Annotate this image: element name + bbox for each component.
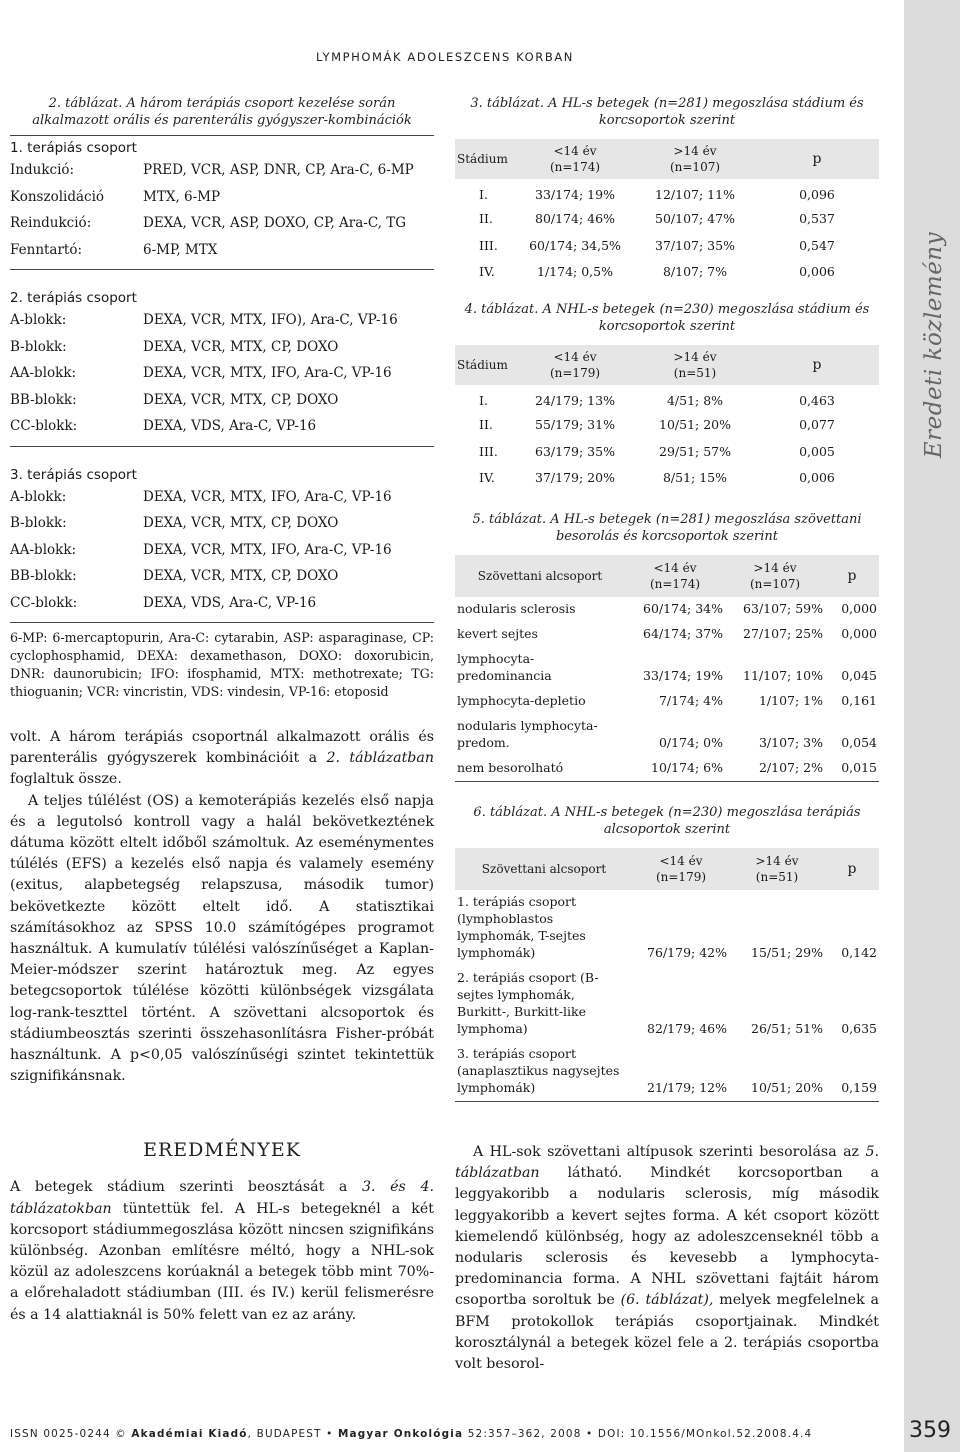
table-row [455, 465, 879, 492]
right-body-text [455, 1142, 879, 1375]
row-label: B-blokk: [10, 338, 67, 355]
table-cell: 15/51; 29% [751, 945, 823, 960]
table-row [455, 206, 879, 233]
table-row [10, 590, 434, 617]
table-cell: 50/107; 47% [655, 211, 735, 227]
table-cell: 29/51; 57% [659, 443, 731, 459]
row-label: Indukció: [10, 162, 75, 179]
table-cell: 0,005 [799, 443, 835, 459]
row-value: DEXA, VDS, Ara-C, VP-16 [143, 418, 317, 435]
table-cell: II. [479, 417, 493, 433]
row-label: CC-blokk: [10, 418, 78, 435]
paragraph: A HL-sok szövettani altípusok szerinti besorolása az 5. táblázatban látható. Mindkét korcsoportban a leggyakoribb a nodularis sclerosis, míg második leggyakoribb a kevert sejtes forma. A két csoport között kiemelendő különbség, hogy az adoleszcenseknél több a nodularis sclerosis és kevesebb a lymphocyta-predominancia forma. A NHL szövettani fajtáit három csoportba soroltuk be (6. táblázat), melyek megfelelnek a BFM protokollok terápiás csoportjainak. Mindkét korosztálynál a betegek közel fele a 2. terápiás csoportba volt besorol- [455, 1144, 879, 1373]
table-row [10, 360, 434, 387]
table-cell: 10/174; 6% [625, 756, 725, 782]
left-body-text [10, 727, 434, 1087]
table-cell: 1/107; 1% [758, 693, 823, 708]
table-row [10, 413, 434, 440]
table-cell: 0,045 [841, 668, 877, 683]
table-cell: 1. terápiás csoport (lymphoblastos lymphomák, T-sejtes lymphomák) [457, 894, 586, 960]
table-row [10, 537, 434, 564]
table-row [10, 334, 434, 361]
row-label: B-blokk: [10, 515, 67, 532]
table-cell: 64/174; 37% [643, 626, 723, 641]
table-cell: 0,000 [841, 626, 877, 641]
header-cell: >14 év (n=107) [669, 144, 721, 174]
row-label: AA-blokk: [10, 365, 77, 382]
table-cell: 8/51; 15% [662, 470, 728, 486]
header-cell: >14 év (n=51) [673, 350, 717, 380]
page-number: 359 [909, 1418, 951, 1443]
row-label: Konszolidáció [10, 188, 105, 205]
row-value: DEXA, VCR, MTX, CP, DOXO [143, 391, 339, 408]
row-label: BB-blokk: [10, 391, 77, 408]
table-row [455, 438, 879, 465]
table-row [10, 210, 434, 237]
group-title: 2. terápiás csoport [10, 290, 137, 306]
table-cell: nodularis sclerosis [457, 601, 576, 616]
running-head: LYMPHOMÁK ADOLESZCENS KORBAN [315, 50, 575, 64]
header-cell: <14 év (n=179) [655, 854, 707, 884]
table-cell: III. [479, 443, 498, 459]
footer: ISSN 0025-0244 © Akadémiai Kiadó, BUDAPEST • Magyar Onkológia 52:357–362, 2008 • DOI: 10.1556/MOnkol.52.2008.4.4 [10, 1428, 813, 1440]
table-cell: 0,077 [799, 417, 835, 433]
table-row [455, 385, 879, 412]
right-column [455, 95, 879, 1375]
row-label: AA-blokk: [10, 541, 77, 558]
table-row [455, 966, 879, 1042]
table-cell: 11/107; 10% [743, 668, 823, 683]
table-cell: 27/107; 25% [743, 626, 823, 641]
table-cell: 0,000 [841, 601, 877, 616]
table-cell: 10/51; 20% [659, 417, 731, 433]
table-cell: 82/179; 46% [647, 1021, 727, 1036]
row-value: DEXA, VCR, MTX, CP, DOXO [143, 568, 339, 585]
table2-caption: 2. táblázat. A három terápiás csoport kezelése során alkalmazott orális és parenterális gyógyszer-kombinációk [32, 96, 412, 128]
table-cell: 3. terápiás csoport (anaplasztikus nagysejtes lymphomák) [455, 1042, 633, 1102]
table-row [455, 647, 879, 689]
table-cell: 0,635 [841, 1021, 877, 1036]
table-row [10, 237, 434, 264]
table-cell: 0,161 [841, 693, 877, 708]
row-value: DEXA, VCR, ASP, DOXO, CP, Ara-C, TG [143, 215, 407, 232]
header-cell: <14 év (n=174) [649, 561, 701, 591]
header-cell: Szövettani alcsoport [481, 862, 607, 876]
table-cell: I. [479, 186, 488, 202]
table-cell: 1/174; 0,5% [537, 264, 613, 280]
row-value: DEXA, VCR, MTX, CP, DOXO [143, 515, 339, 532]
row-value: DEXA, VCR, MTX, IFO, Ara-C, VP-16 [143, 488, 392, 505]
header-cell: Stádium [457, 358, 508, 372]
table-row [10, 563, 434, 590]
table-cell: 60/174; 34% [643, 601, 723, 616]
table-cell: 0,463 [799, 392, 835, 408]
row-value: PRED, VCR, ASP, DNR, CP, Ara-C, 6-MP [143, 162, 414, 179]
table-row [455, 597, 879, 622]
table-cell: 0,054 [841, 735, 877, 750]
table-cell: nem besorolható [455, 756, 625, 782]
table-row [455, 232, 879, 259]
row-label: Reindukció: [10, 215, 92, 232]
sidebar-label: Eredeti közlemény [921, 231, 947, 459]
header-cell: <14 év (n=179) [549, 350, 601, 380]
table5 [455, 555, 879, 782]
table-cell: 7/174; 4% [658, 693, 723, 708]
table3 [455, 139, 879, 285]
table6 [455, 848, 879, 1102]
row-label: A-blokk: [10, 488, 67, 505]
group-title: 1. terápiás csoport [10, 140, 137, 156]
sidebar-band [904, 0, 960, 1452]
table-cell: 37/179; 20% [535, 470, 615, 486]
table-cell: IV. [479, 470, 495, 486]
table-cell: 12/107; 11% [655, 186, 735, 202]
group-title: 3. terápiás csoport [10, 466, 137, 483]
row-label: A-blokk: [10, 312, 67, 329]
table-cell: 0,015 [825, 756, 879, 782]
table-row [455, 756, 879, 782]
table-cell: 3/107; 3% [758, 735, 823, 750]
table-cell: 24/179; 13% [535, 392, 615, 408]
table-cell: 33/174; 19% [535, 186, 615, 202]
table-cell: I. [479, 392, 488, 408]
row-value: 6-MP, MTX [143, 241, 218, 258]
row-value: DEXA, VDS, Ara-C, VP-16 [143, 594, 317, 611]
table-cell: 76/179; 42% [647, 945, 727, 960]
table-cell: 63/179; 35% [535, 443, 615, 459]
table-cell: 26/51; 51% [751, 1021, 823, 1036]
header-cell: p [847, 568, 857, 584]
paragraph: volt. A három terápiás csoportnál alkalmazott orális és parenterális gyógyszerek kombinációit a 2. táblázatban foglaltuk össze. [10, 729, 434, 788]
table-row [455, 179, 879, 206]
header-cell: Szövettani alcsoport [477, 569, 603, 583]
row-value: DEXA, VCR, MTX, IFO, Ara-C, VP-16 [143, 541, 392, 558]
table-cell: 37/107; 35% [655, 237, 735, 253]
table-cell: 80/174; 46% [535, 211, 615, 227]
table-cell: 0/174; 0% [658, 735, 723, 750]
table-cell: 33/174; 19% [643, 668, 723, 683]
header-cell: p [847, 861, 857, 877]
row-label: Fenntartó: [10, 241, 83, 258]
table-cell: 4/51; 8% [666, 392, 724, 408]
table-cell: 2/107; 2% [725, 756, 825, 782]
table-cell: 0,142 [841, 945, 877, 960]
table-cell: 0,537 [799, 211, 835, 227]
table-row [10, 157, 434, 184]
table-row [455, 714, 879, 756]
table-cell: IV. [479, 264, 495, 280]
header-cell: Stádium [457, 152, 508, 166]
header-cell: <14 év (n=174) [549, 144, 601, 174]
table-cell: lymphocyta-predominancia [457, 651, 552, 683]
table-cell: 8/107; 7% [662, 264, 728, 280]
table-cell: 2. terápiás csoport (B-sejtes lymphomák, Burkitt-, Burkitt-like lymphoma) [457, 970, 599, 1036]
table-separator [10, 446, 434, 447]
table-cell: III. [479, 237, 498, 253]
table-cell: nodularis lymphocyta-predom. [457, 718, 598, 750]
paragraph: A teljes túlélést (OS) a kemoterápiás kezelés első napja és a legutolsó kontroll vagy a halál bekövetkeztének dátuma között eltelt időből számoltuk. Az eseménymentes túlélés (EFS) a kezelés első napja és valamely esemény (exitus, alapbetegség relapszusa, második tumor) bekövetkezte között eltelt idő. A statisztikai számításokhoz az SPSS 10.0 számítógépes programot használtuk. A kumulatív túlélési valószínűséget a Kaplan-Meier-módszer szerint határoztuk meg. Az egyes betegcsoportok túlélése közötti különbségek vizsgálata log-rank-teszttel történt. A szövettani alcsoportok és stádiumbeosztás szerinti összehasonlításra Fisher-próbát használtunk. A p<0,05 valószínűségi szintet tekintettük szignifikánsnak. [10, 792, 434, 1085]
header-cell: p [812, 357, 822, 373]
table-cell: 63/107; 59% [743, 601, 823, 616]
table-row [455, 890, 879, 966]
table-cell: 0,547 [799, 237, 835, 253]
table-row [10, 307, 434, 334]
table-cell: 10/51; 20% [729, 1042, 825, 1102]
left-column [10, 95, 434, 1326]
row-value: MTX, 6-MP [143, 188, 221, 205]
row-label: CC-blokk: [10, 594, 78, 611]
header-cell: p [812, 151, 822, 167]
header-cell: >14 év (n=51) [755, 854, 799, 884]
table4-caption: 4. táblázat. A NHL-s betegek (n=230) megoszlása stádium és korcsoportok szerint [464, 302, 870, 334]
table-separator [10, 269, 434, 270]
table5-caption: 5. táblázat. A HL-s betegek (n=281) megoszlása szövettani besorolás és korcsoportok szerint [472, 512, 862, 544]
row-value: DEXA, VCR, MTX, CP, DOXO [143, 338, 339, 355]
table2 [10, 135, 434, 701]
row-value: DEXA, VCR, MTX, IFO, Ara-C, VP-16 [143, 365, 392, 382]
row-label: BB-blokk: [10, 568, 77, 585]
paragraph: A betegek stádium szerinti beosztását a 3. és 4. táblázatokban tüntettük fel. A HL-s betegeknél a két korcsoport stádiummegoszlása között nincsen szignifikáns különbség. Azonban említésre méltó, hogy a NHL-sok közül az adoleszcens korúaknál a betegek több mint 70%-a előrehaladott stádiumban (III. és IV.) kerül felismerésre és a 14 alattiaknál is 50% felett van ez az arány. [10, 1179, 434, 1323]
table-cell: kevert sejtes [457, 626, 538, 641]
table-cell: 0,096 [799, 186, 835, 202]
table3-caption: 3. táblázat. A HL-s betegek (n=281) megoszlása stádium és korcsoportok szerint [470, 96, 864, 128]
table-cell: 21/179; 12% [633, 1042, 729, 1102]
table-row [455, 259, 879, 286]
row-value: DEXA, VCR, MTX, IFO), Ara-C, VP-16 [143, 312, 398, 329]
table-cell: 0,159 [825, 1042, 879, 1102]
section-title: EREDMÉNYEK [143, 1139, 301, 1162]
table-cell: 0,006 [799, 470, 835, 486]
results-text [10, 1177, 434, 1325]
table-cell: 60/174; 34,5% [529, 237, 621, 253]
table-cell: 0,006 [799, 264, 835, 280]
table-row [10, 387, 434, 414]
table-row [455, 1042, 879, 1102]
header-cell: >14 év (n=107) [749, 561, 801, 591]
table4 [455, 345, 879, 491]
table-row [10, 510, 434, 537]
table-row [455, 689, 879, 714]
table-cell: II. [479, 211, 493, 227]
table-row [455, 412, 879, 439]
table-separator [10, 622, 434, 623]
abbreviation-note: 6-MP: 6-mercaptopurin, Ara-C: cytarabin, ASP: asparaginase, CP: cyclophosphamid, DEXA: dexamethason, DOXO: doxorubicin, DNR: daunorubicin; IFO: ifosphamid, MTX: methotrexate; TG: thioguanin; VCR: vincristin, VDS: vindesin, VP-16: etoposid [10, 630, 434, 699]
table-row [455, 622, 879, 647]
table-cell: 55/179; 31% [535, 417, 615, 433]
table-row [10, 484, 434, 511]
table-row [10, 184, 434, 211]
table-cell: lymphocyta-depletio [457, 693, 586, 708]
table6-caption: 6. táblázat. A NHL-s betegek (n=230) megoszlása terápiás alcsoportok szerint [473, 805, 861, 837]
